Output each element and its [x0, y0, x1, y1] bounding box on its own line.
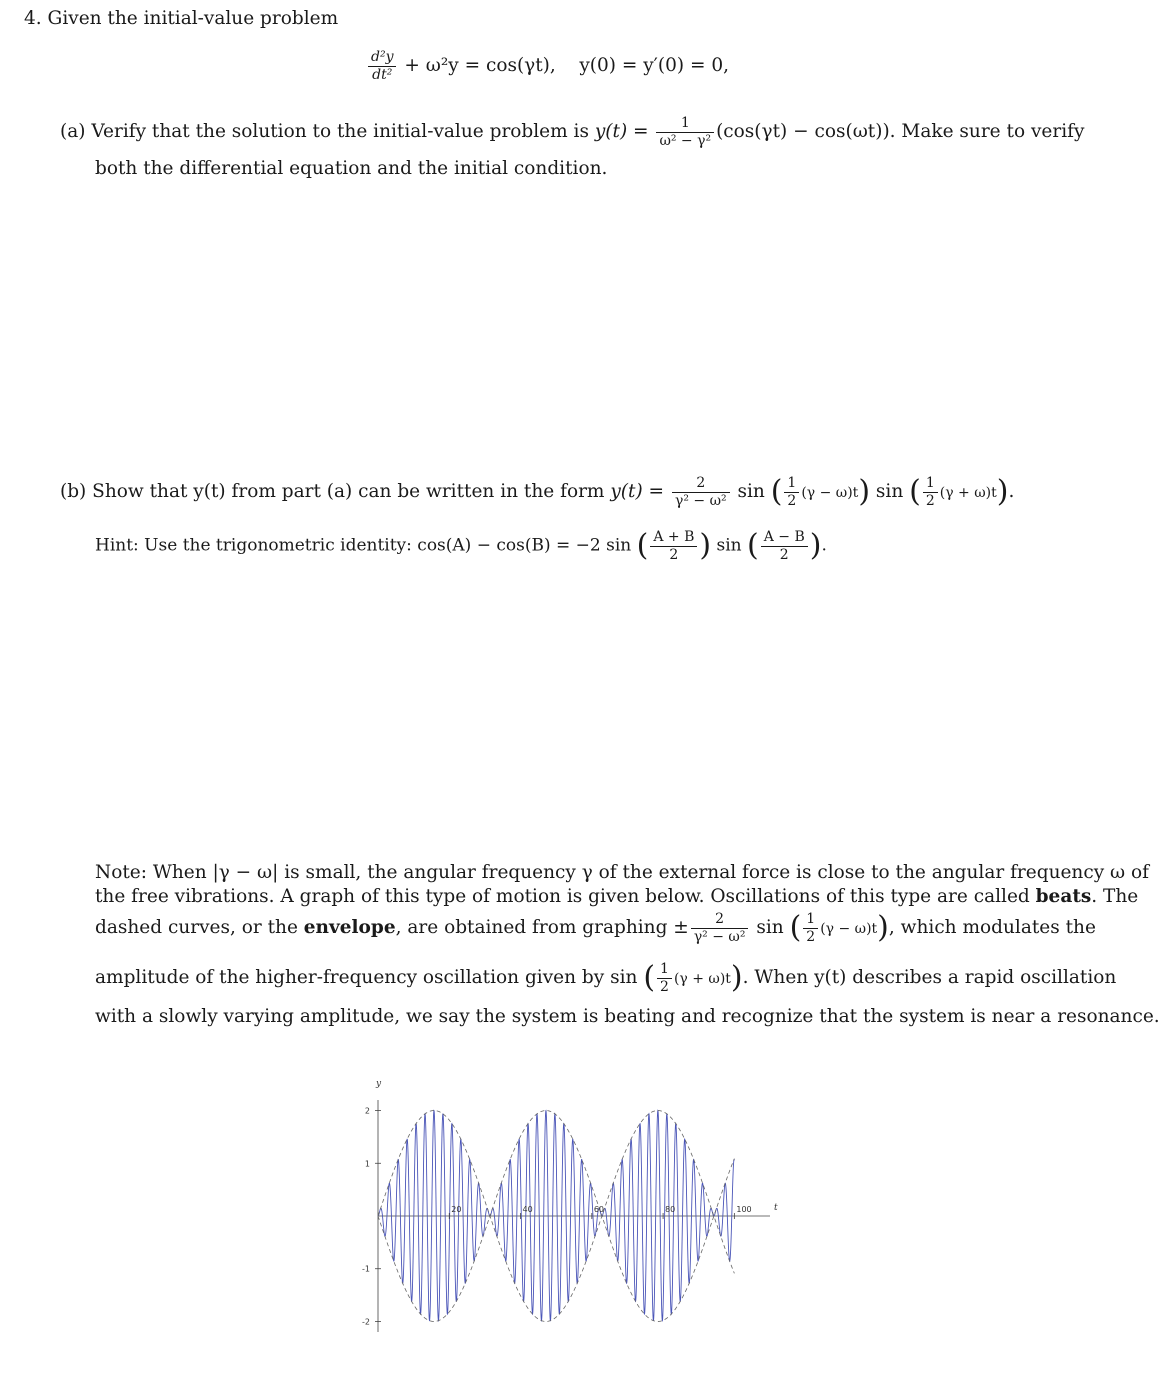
x-tick-label-20: 20	[451, 1205, 462, 1214]
part-a-label: (a)	[60, 121, 86, 143]
problem-number: 4.	[24, 8, 42, 29]
ode-equation	[366, 50, 729, 82]
part-b-label: (b)	[60, 481, 87, 503]
y-tick-label-2: 2	[364, 1106, 370, 1116]
x-axis-label: t	[774, 1203, 778, 1213]
part-a-line1: (a) Verify that the solution to the initial-value problem is y(t) = $\frac{1}{\text{ω² − γ²}}$ (cos(γt) − cos(ωt)). Make sure to verify	[60, 115, 1085, 149]
note-line4: amplitude of the higher-frequency oscillation given by sin ( $\frac{1}{2}$ (γ + ω)t). When y(t) describes a rapid oscillation	[95, 960, 1117, 996]
x-tick-label-60: 60	[593, 1205, 605, 1214]
note-line1: Note: When |γ − ω| is small, the angular frequency γ of the external force is close to the angular frequency ω of	[95, 862, 1149, 883]
part-b-hint: Hint: Use the trigonometric identity: cos(A) − cos(B) = −2 sin ( $\frac{A + B}{2}$ ) sin ( $\frac{A - B}{2}$ ).	[95, 528, 827, 564]
ode-derivative: $\frac{\text{d²y}}{\text{dt²}}$	[368, 50, 396, 82]
part-a-fraction: $\frac{1}{\text{ω² − γ²}}$	[656, 116, 714, 148]
part-b-line1: (b) Show that y(t) from part (a) can be written in the form y(t) = $\frac{2}{\text{γ² − ω²}}$ sin ( $\frac{1}{2}$ (γ − ω)t) sin ( $\frac{1}{2}$ (γ + ω)t).	[60, 474, 1015, 510]
initial-conditions: y(0) = y′(0) = 0,	[579, 55, 730, 77]
y-tick-label--1: -1	[362, 1264, 370, 1274]
x-tick-label-80: 80	[665, 1205, 676, 1214]
note-line3: dashed curves, or the envelope, are obtained from graphing ± $\frac{2}{\text{γ² − ω²}}$ sin ( $\frac{1}{2}$ (γ − ω)t), which modulates the	[95, 910, 1096, 946]
note-line2: the free vibrations. A graph of this type of motion is given below. Oscillations of this type are called beats. The	[95, 886, 1139, 907]
problem-header	[24, 8, 338, 29]
x-tick-label-40: 40	[522, 1205, 533, 1214]
x-tick-label-100: 100	[736, 1205, 752, 1214]
series-oscillation	[378, 1111, 734, 1321]
ode-rest: + ω²y = cos(γt),	[404, 55, 556, 77]
beats-plot	[340, 1072, 800, 1352]
y-tick-label--2: -2	[362, 1317, 370, 1327]
part-a-line2: both the differential equation and the initial condition.	[95, 158, 608, 179]
problem-intro: Given the initial-value problem	[47, 8, 339, 29]
note-line5: with a slowly varying amplitude, we say the system is beating and recognize that the system is near a resonance.	[95, 1006, 1160, 1027]
y-tick-label-1: 1	[364, 1159, 370, 1169]
y-axis-label: y	[376, 1079, 382, 1089]
